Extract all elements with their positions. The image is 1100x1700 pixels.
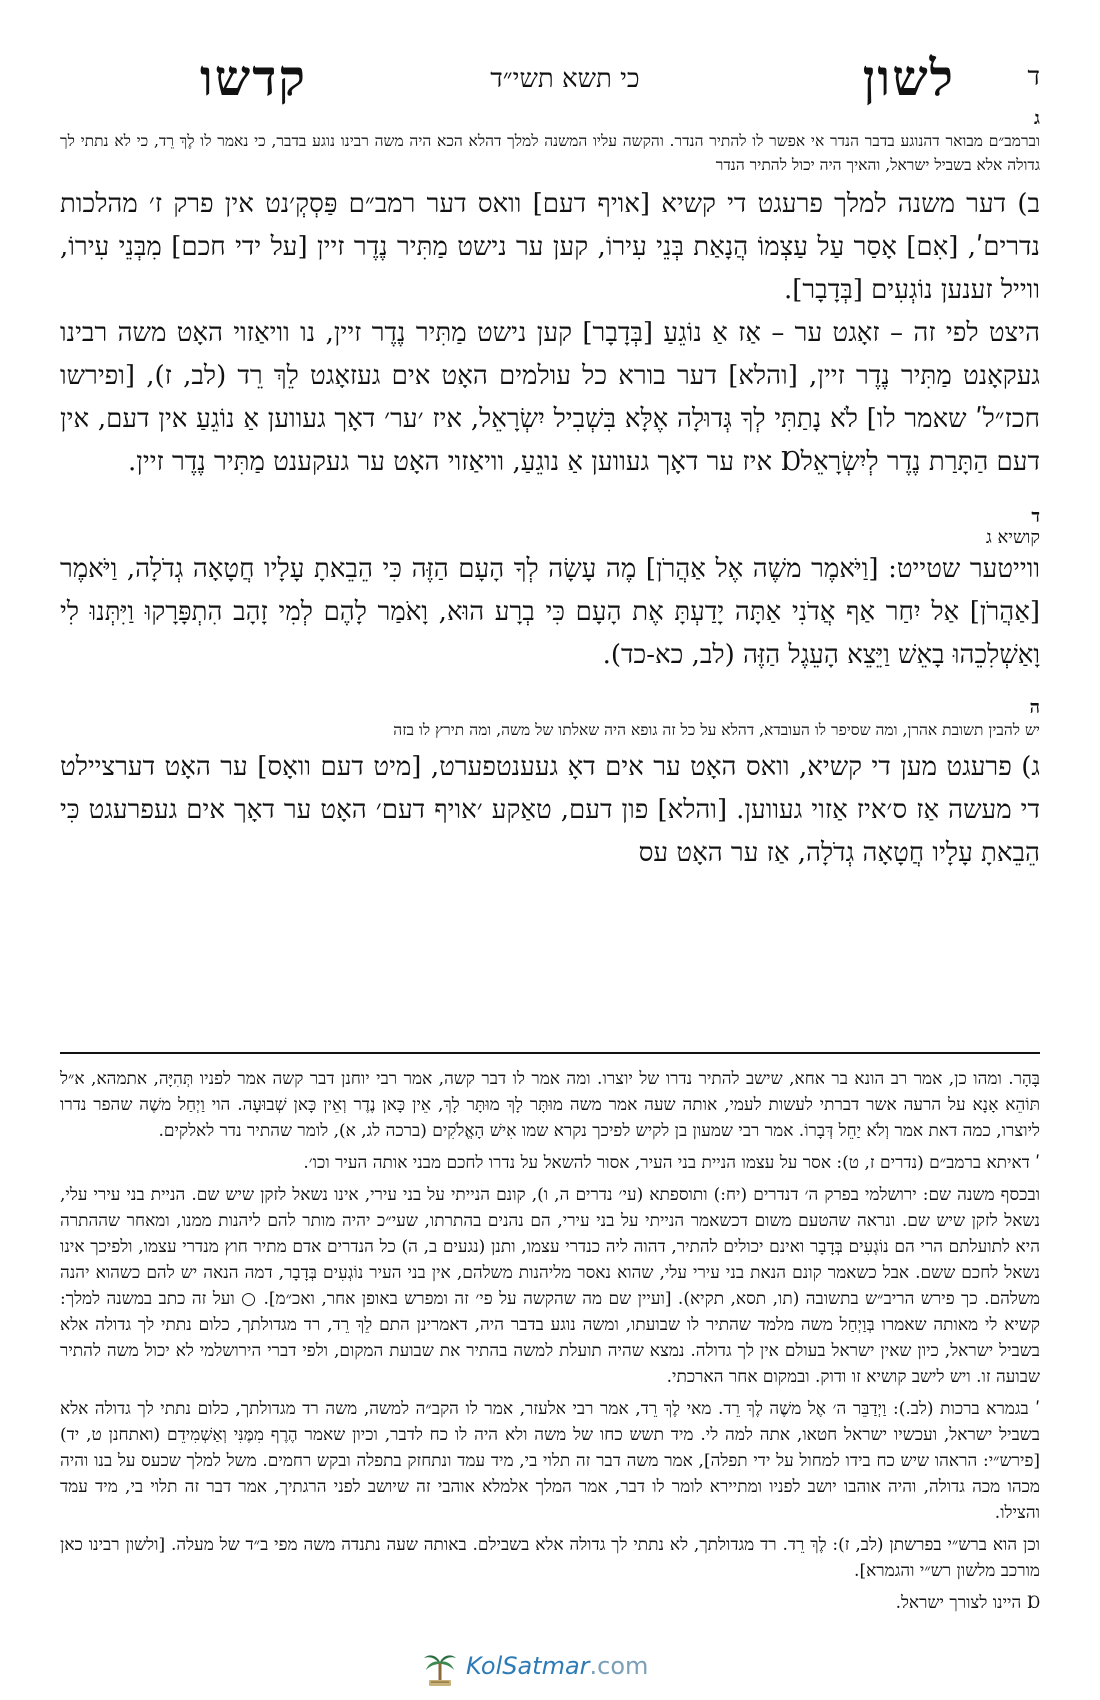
section-h-summary: יש להבין תשובת אהרן, ומה שסיפר לו העובדא, דהלא על כל זה גופא היה שאלתו של משה, ומה תירץ לו בזה bbox=[393, 721, 1040, 739]
footnote-kesef-mishneh: ובכסף משנה שם: ירושלמי בפרק ה׳ דנדרים (יח:) ותוספתא (עי׳ נדרים ה, ו), קונם הנייתי על בני עירי, אינו נשאל לזקן שיש שם. הניית בני עירי עלי, נשאל לזקן שיש שם. ונראה שהטעם משום דכשאמר הנייתי על בני עירי, הם נהנים בהתרתו, שעי״כ יהיה מותר להם ליהנות ממנו, ומאחר שההתרה היא לתועלתם הרי הם נוֹגְעִים בְּדָבָר ואינם יכולים להתיר, דהוה ליה כנדרי עצמו, ותנן (נגעים ב, ה) כל הנדרים אדם מתיר חוץ מנדרי עצמו, ולפיכך אינו נשאל לחכם ששם. אבל כשאמר קונם הנאת בני עירי עלי, שהוא נאסר מליהנות משלהם, אין בני העיר נוֹגְעִים בְּדָבָר, דמה הנאה יש להם כשהוא יהנה משלהם. כך פירש הריב״ש בתשובה (תו, תסא, תקיא). [ועיין שם מה שהקשה על פי׳ זה ומפרש באופן אחר, ואכ״מ]. ○ ועל זה כתב במשנה למלך: קשיא לי מאותה שאמרו בְּוַיְחַל משה מלמד שהתיר לו שבועתו, ומשה נוגע בדבר היה, דאמרינן התם לֵךְ רֵד, רד מגדולתך, כלום נתתי לך גדולה אלא בשביל ישראל, כיון שאין ישראל בעולם אין לך גדולה. נמצא שהיה תועלת למשה בהתיר את שבועת המקום, ולפי דברי הירושלמי לא יכול משה להתיר שבועה זו. ויש לישב קושיא זו ודוק. ובמקום אחר הארכתי. bbox=[60, 1185, 1040, 1387]
section-letter-d: ד bbox=[1031, 506, 1040, 527]
paragraph-4: ג) פרעגט מען די קשיא, וואס האָט ער אים דאָ געענטפערט, [מיט דעם וואָס] ער האָט דערציילט די מעשה אַז ס׳איז אַזוי געווען. [והלא] פון דעם, טאַקע ׳אויף דעם׳ האָט ער דאָך אים געפרעגט כִּי הֵבֵאתָ עָלָיו חֲטָאָה גְדֹלָה, אַז ער האָט עס bbox=[60, 752, 1040, 868]
main-text bbox=[60, 108, 1040, 875]
paragraph-2: היצט לפי זה – זאָגט ער – אַז אַ נוֹגֵעַ [בְּדָבָר] קען נישט מַתִּיר נֶדֶר זיין, נו וויאַזוי האָט משה רבינו געקאָנט מַתִּיר נֶדֶר זיין, [והלא] דער בורא כל עולמים האָט אים געזאָגט לֵךְ רֵד (לב, ז), [ופירשו חכז״לʹ שאמר לו] לֹא נָתַתִּי לְךָ גְּדוּלָה אֶלָּא בִּשְׁבִיל יִשְׂרָאֵל, איז ׳ער׳ דאָך געווען אַ נוֹגֵעַ אין דעם, אין דעם הַתָּרַת נֶדֶר לְיִשְׂרָאֵלⱰ איז ער דאָך געווען אַ נוגֵעַ, וויאַזוי האָט ער געקענט מַתִּיר נֶדֶר זיין. bbox=[60, 318, 1040, 477]
section-letter-g: ג bbox=[1034, 108, 1040, 129]
running-subtitle: כי תשא תשי״ד bbox=[490, 64, 640, 94]
footnote-continuation: בָּהָר. ומהו כן, אמר רב הונא בר אחא, שישב להתיר נדרו של יוצרו. ומה אמר לו דבר קשה, אמר רבי יוחנן דבר קשה אמר לפניו תְּהִיָּה, אתמהא, א״ל תּוֹהֵא אָנָא על הרעה אשר דברתי לעשות לעמי, אותה שעה אמר משה מוּתָּר לָךְ מוּתָּר לָךְ, אֵין כָּאן נֶדֶר וְאֵין כָּאן שְׁבוּעָה. הוי וַיְחַל משֶׁה שהפר נדרו ליוצרו, כמה דאת אמר וְלֹא יַחֵל דְּבָרוֹ. אמר רבי שמעון בן לקיש לפיכך נקרא שמו אִישׁ הָאֱלֹקִים (ברכה לג, א), לומר שהתיר נדר לאלקים. bbox=[60, 1069, 1040, 1141]
running-title-right: לשון bbox=[862, 48, 955, 107]
paragraph-1: ב) דער משנה למלך פרעגט די קשיא [אויף דעם] וואס דער רמב״ם פַּסְקְ׳נט אין פרק ז׳ מהלכות נדריםʹ, [אִם] אָסַר עַל עַצְמוֹ הֲנָאַת בְּנֵי עִירוֹ, קען ער נישט מַתִּיר נֶדֶר זיין [על ידי חכם] מִבְּנֵי עִירוֹ, ווייל זענען נוֹגְעִים [בְּדָבָר]. bbox=[60, 189, 1041, 305]
section-d-subtitle: קושיא ג bbox=[985, 527, 1040, 548]
palm-tree-icon bbox=[420, 1648, 460, 1688]
logo-wordmark bbox=[466, 1652, 648, 1680]
section-g-summary: וברמב״ם מבואר דהנוגע בדבר הנדר אי אפשר לו להתיר הנדר. והקשה עליו המשנה למלך דהלא הכא היה משה רבינו נוגע בדבר, כי נאמר לו לֶךְ רֵד, כי לא נתתי לך גדולה אלא בשביל ישראל, והאיך היה יכול להתיר הנדר bbox=[60, 132, 1040, 174]
logo-name: KolSatmar bbox=[466, 1652, 590, 1680]
footnotes bbox=[60, 1066, 1040, 1622]
page-number: ד bbox=[1027, 62, 1040, 92]
section-letter-h: ה bbox=[1029, 697, 1040, 718]
page-header bbox=[60, 48, 1040, 108]
footnote-rashi: וכן הוא ברש״י בפרשתן (לב, ז): לֶךְ רֵד. רד מגדולתך, לא נתתי לך גדולה אלא בשבילם. באותה שעה נתנדה משה מפי ב״ד של מעלה. [ולשון רבינו כאן מורכב מלשון רש״י והגמרא]. bbox=[60, 1535, 1040, 1581]
paragraph-3: ווייטער שטייט: [וַיֹּאמֶר משֶׁה אֶל אַהֲרֹן] מֶה עָשָׂה לְךָ הָעָם הַזֶּה כִּי הֵבֵאתָ עָלָיו חֲטָאָה גְדֹלָה, וַיֹּאמֶר [אַהֲרֹן] אַל יִחַר אַף אֲדֹנִי אַתָּה יָדַעְתָּ אֶת הָעָם כִּי בְרָע הוּא, וָאֹמַר לָהֶם לְמִי זָהָב הִתְפָּרָקוּ וַיִּתְּנוּ לִי וָאַשְׁלִכֵהוּ בָאֵשׁ וַיֵּצֵא הָעֵגֶל הַזֶּה (לב, כא-כד). bbox=[60, 554, 1040, 670]
footnote-rambam: ʹ דאיתא ברמב״ם (נדרים ז, ט): אסר על עצמו הניית בני העיר, אסור להשאל על נדרו לחכם מבני אותה העיר וכו׳. bbox=[303, 1153, 1040, 1173]
footnote-israel: Ɒ היינו לצורך ישראל. bbox=[895, 1593, 1040, 1613]
kolsatmar-logo bbox=[420, 1648, 680, 1688]
running-title-left: קדשו bbox=[200, 48, 307, 107]
footnote-divider bbox=[60, 1052, 1040, 1054]
logo-domain: .com bbox=[589, 1652, 649, 1680]
footnote-gemara-berachot: ʹ בגמרא ברכות (לב.): וַיְדַבֵּר ה׳ אֶל משֶׁה לֶךְ רֵד. מאי לֶךְ רֵד, אמר רבי אלעזר, אמר לו הקב״ה למשה, משה רד מגדולתך, כלום נתתי לך גדולה אלא בשביל ישראל, ועכשיו ישראל חטאו, אתה למה לי. מיד תשש כחו של משה ולא היה לו כח לדבר, וכיון שאמר הֶרֶף מִמֶּנִּי וְאַשְׁמִידֵם (ואתחנן ט, יד) [פירש״י: הראהו שיש כח בידו למחול על ידי תפלה], אמר משה דבר זה תלוי בי, מיד עמד ונתחזק בתפלה ובקש רחמים. משל למלך שכעס על בנו והיה מכהו מכה גדולה, והיה אוהבו יושב לפניו ומתיירא לומר לו דבר, אמר המלך אלמלא אוהבי זה שיושב לפני הרגתיך, אמר דבר זה תלוי בי, מיד עמד והצילו. bbox=[60, 1399, 1040, 1523]
